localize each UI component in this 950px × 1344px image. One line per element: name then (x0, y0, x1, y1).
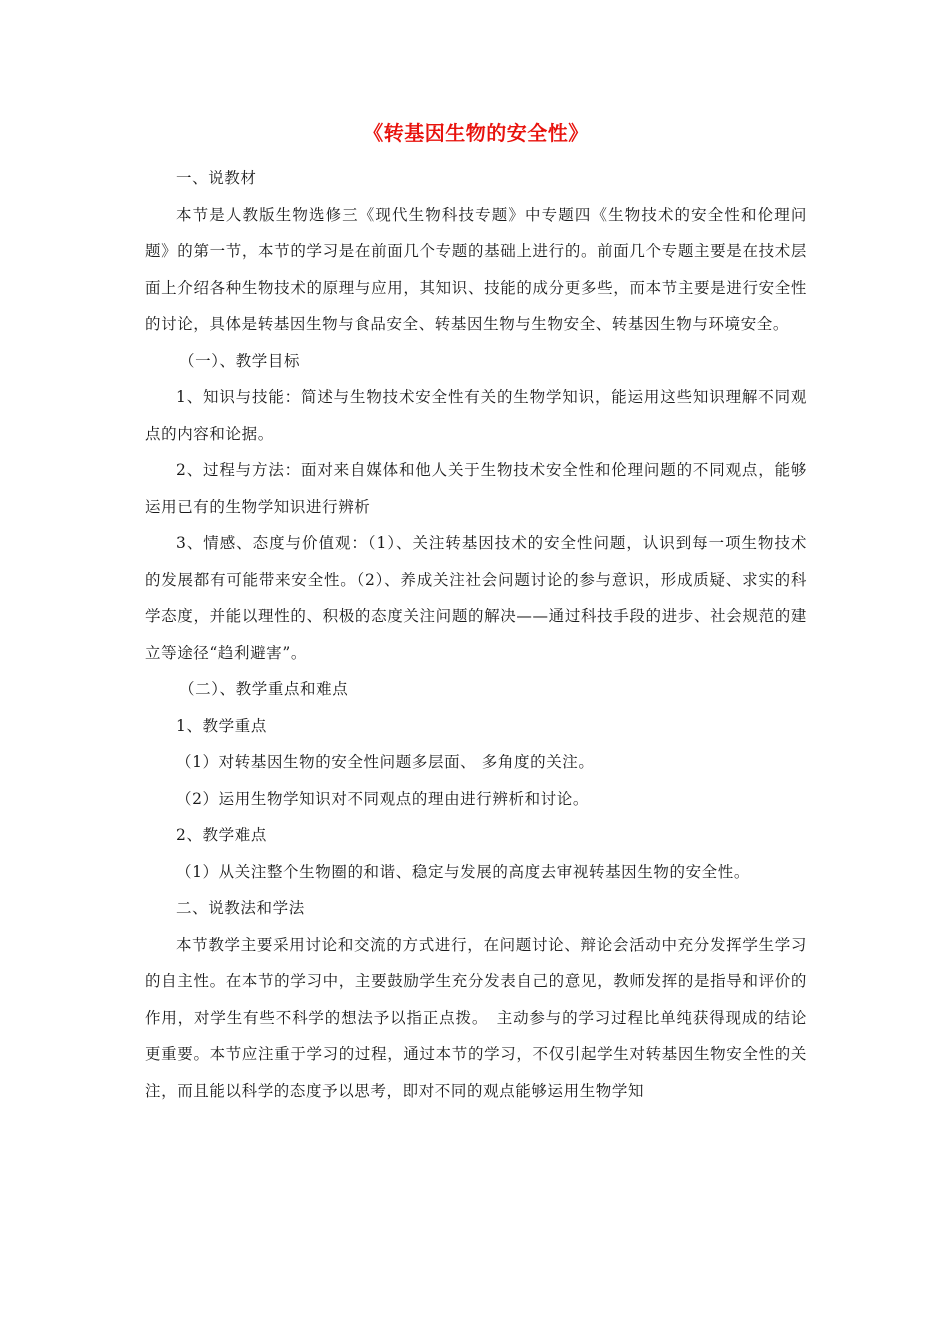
section-heading-teaching-material: 一、说教材 (176, 169, 257, 187)
key-point-item-2: （2）运用生物学知识对不同观点的理由进行辨析和讨论。 (176, 789, 589, 808)
document-title: 《转基因生物的安全性》 (363, 121, 589, 145)
key-points-heading: （二）、教学重点和难点 (179, 680, 349, 698)
objective-knowledge-skills: 1、知识与技能：简述与生物技术安全性有关的生物学知识，能运用这些知识理解不同观点的内容和论据。 (145, 388, 807, 443)
difficulty-item-1: （1）从关注整个生物圈的和谐、稳定与发展的高度去审视转基因生物的安全性。 (176, 862, 750, 881)
key-point-item-1: （1）对转基因生物的安全性问题多层面、 多角度的关注。 (176, 753, 595, 771)
intro-paragraph: 本节是人教版生物选修三《现代生物科技专题》中专题四《生物技术的安全性和伦理问题》的第一节，本节的学习是在前面几个专题的基础上进行的。前面几个专题主要是在技术层面上介绍各种生物技术的原理与应用，其知识、技能的成分更多些，而本节主要是进行安全性的讨论，具体是转基因生物与食品安全、转基因生物与生物安全、转基因生物与环境安全。 (145, 205, 807, 333)
objectives-heading: （一）、教学目标 (179, 351, 301, 370)
objective-emotion-values: 3、情感、态度与价值观：（1）、关注转基因技术的安全性问题，认识到每一项生物技术的发展都有可能带来安全性。（2）、养成关注社会问题讨论的参与意识，形成质疑、求实的科学态度，并能以理性的、积极的态度关注问题的解决——通过科技手段的进步、社会规范的建立等途径“趋利避害”。 (145, 534, 807, 662)
objective-process-methods: 2、过程与方法：面对来自媒体和他人关于生物技术安全性和伦理问题的不同观点，能够运用已有的生物学知识进行辨析 (145, 461, 807, 516)
difficulty-label: 2、教学难点 (176, 826, 267, 844)
method-paragraph: 本节教学主要采用讨论和交流的方式进行，在问题讨论、辩论会活动中充分发挥学生学习的自主性。在本节的学习中，主要鼓励学生充分发表自己的意见，教师发挥的是指导和评价的作用，对学生有些不科学的想法予以指正点拨。 主动参与的学习过程比单纯获得现成的结论更重要。本节应注重于学习的过程，通过本节的学习，不仅引起学生对转基因生物安全性的关注，而且能以科学的态度予以思考，即对不同的观点能够运用生物学知 (145, 935, 807, 1100)
section-heading-methods: 二、说教法和学法 (176, 899, 305, 917)
key-point-label: 1、教学重点 (176, 716, 267, 735)
document-page (145, 118, 807, 1109)
